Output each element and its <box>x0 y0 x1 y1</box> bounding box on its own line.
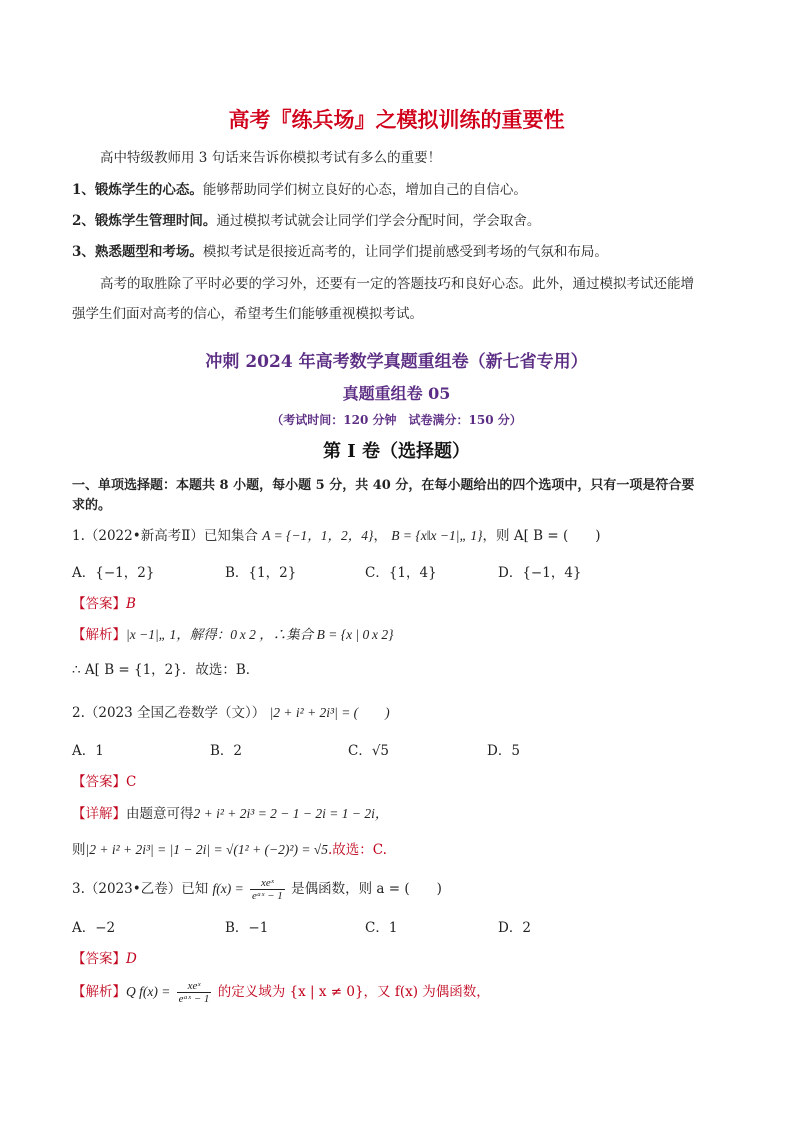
q1-analysis-1 <box>72 623 394 643</box>
question-2 <box>72 701 390 721</box>
intro-point-2 <box>72 209 540 229</box>
q3-ask: 是偶函数，则 a = ( ) <box>291 881 442 897</box>
q3-option-a: A．−2 <box>72 920 116 936</box>
point-head: 1、锻炼学生的心态。 <box>72 182 203 198</box>
fraction-denominator: eᵃˣ − 1 <box>252 890 283 902</box>
answer-value: C <box>126 774 137 790</box>
q2-option-c: C．√5 <box>348 743 390 759</box>
analysis-text: 的定义域为 {x | x ≠ 0}，又 f(x) 为偶函数， <box>217 984 490 1000</box>
exam-subheading: 真题重组卷 05 <box>342 384 451 403</box>
instructions-line-1: 一、单项选择题：本题共 8 小题，每小题 5 分，共 40 分，在每小题给出的四个选项中，只有一项是符合要 <box>72 478 695 493</box>
answer-label: 【答案】 <box>72 596 126 612</box>
question-1: 1.（2022•新高考Ⅱ）已知集合 A = {−1，1，2，4}， B = {x‖x −1|„ 1}，则 A[ B = ( ) <box>72 528 601 544</box>
intro-closing-1: 高考的取胜除了平时必要的学习外，还要有一定的答题技巧和良好心态。此外，通过模拟考试还能增 <box>100 276 694 292</box>
q1-option-a: A．{−1，2} <box>72 565 155 581</box>
q3-option-c: C．1 <box>365 920 398 936</box>
q2-detail-1 <box>72 802 388 822</box>
q3-answer <box>72 947 137 967</box>
page-title: 高考『练兵场』之模拟训练的重要性 <box>228 108 565 132</box>
exam-heading: 冲刺 2024 年高考数学真题重组卷（新七省专用） <box>205 352 588 372</box>
question-3 <box>72 872 442 906</box>
q3-source: 3.（2023•乙卷）已知 <box>72 881 209 897</box>
q3-option-b: B．−1 <box>225 920 269 936</box>
detail-text: 由题意可得 <box>126 806 194 822</box>
detail-suffix: .故选：C. <box>327 842 387 858</box>
instructions-line-2: 求的。 <box>72 498 112 513</box>
q1-option-c: C．{1，4} <box>365 565 437 581</box>
q1-ask: ，则 A[ B = ( ) <box>482 528 601 544</box>
q3-analysis-fraction <box>177 980 212 1005</box>
answer-value: D <box>126 951 137 967</box>
q2-answer <box>72 770 136 790</box>
exam-meta: （考试时间：120 分钟 试卷满分：150 分） <box>271 413 522 427</box>
q1-option-d: D．{−1，4} <box>498 565 582 581</box>
q3-fraction <box>250 877 285 902</box>
q1-set-a: A = {−1，1，2，4} <box>262 528 374 543</box>
q1-set-b: B = {x‖x −1|„ 1} <box>391 528 483 543</box>
answer-label: 【答案】 <box>72 951 126 967</box>
analysis-label: 【解析】 <box>72 984 126 1000</box>
q2-detail-2 <box>72 838 387 858</box>
fraction-numerator: xeˣ <box>177 980 212 993</box>
fraction-denominator: eᵃˣ − 1 <box>178 993 210 1005</box>
analysis-text: |x −1|„ 1，解得：0 x 2 ，∴集合 B = {x | 0 x 2} <box>126 627 394 642</box>
q1-analysis-2: ∴ A[ B = {1，2}．故选：B． <box>72 662 260 678</box>
intro-lead: 高中特级教师用 3 句话来告诉你模拟考试有多么的重要！ <box>100 150 442 166</box>
point-body: 通过模拟考试就会让同学们学会分配时间，学会取舍。 <box>216 213 541 229</box>
section-title: 第 I 卷（选择题） <box>323 441 470 462</box>
intro-point-1 <box>72 178 527 198</box>
analysis-label: 【解析】 <box>72 627 126 643</box>
q1-answer <box>72 592 136 612</box>
q3-analysis <box>72 975 490 1009</box>
intro-point-3 <box>72 240 608 260</box>
answer-label: 【答案】 <box>72 774 126 790</box>
point-head: 2、锻炼学生管理时间。 <box>72 213 217 229</box>
q1-option-b: B．{1，2} <box>225 565 297 581</box>
q2-option-b: B．2 <box>210 743 243 759</box>
intro-closing-2: 强学生们面对高考的信心，希望考生们能够重视模拟考试。 <box>72 306 423 322</box>
q2-option-a: A．1 <box>72 743 104 759</box>
point-body: 模拟考试是很接近高考的，让同学们提前感受到考场的气氛和布局。 <box>202 244 608 260</box>
detail-math: |2 + i² + 2i³| = |1 − 2i| = √(1² + (−2)²) = √5 <box>85 842 328 857</box>
fraction-numerator: xeˣ <box>250 877 285 890</box>
q3-option-d: D．2 <box>498 920 531 936</box>
q1-source: 1.（2022•新高考Ⅱ）已知集合 <box>72 528 258 544</box>
q2-source: 2.（2023 全国乙卷数学（文）） <box>72 705 266 721</box>
point-body: 能够帮助同学们树立良好的心态，增加自己的自信心。 <box>202 182 527 198</box>
q3-fx: f(x) = <box>212 881 244 896</box>
point-head: 3、熟悉题型和考场。 <box>72 244 203 260</box>
detail-prefix: 则 <box>72 842 86 858</box>
analysis-fx: Q f(x) = <box>126 984 171 999</box>
detail-label: 【详解】 <box>72 806 126 822</box>
detail-math: 2 + i² + 2i³ = 2 − 1 − 2i = 1 − 2i， <box>193 806 389 821</box>
answer-value: B <box>126 596 136 612</box>
q2-expr: |2 + i² + 2i³| = ( ) <box>269 705 390 720</box>
q2-option-d: D．5 <box>487 743 520 759</box>
